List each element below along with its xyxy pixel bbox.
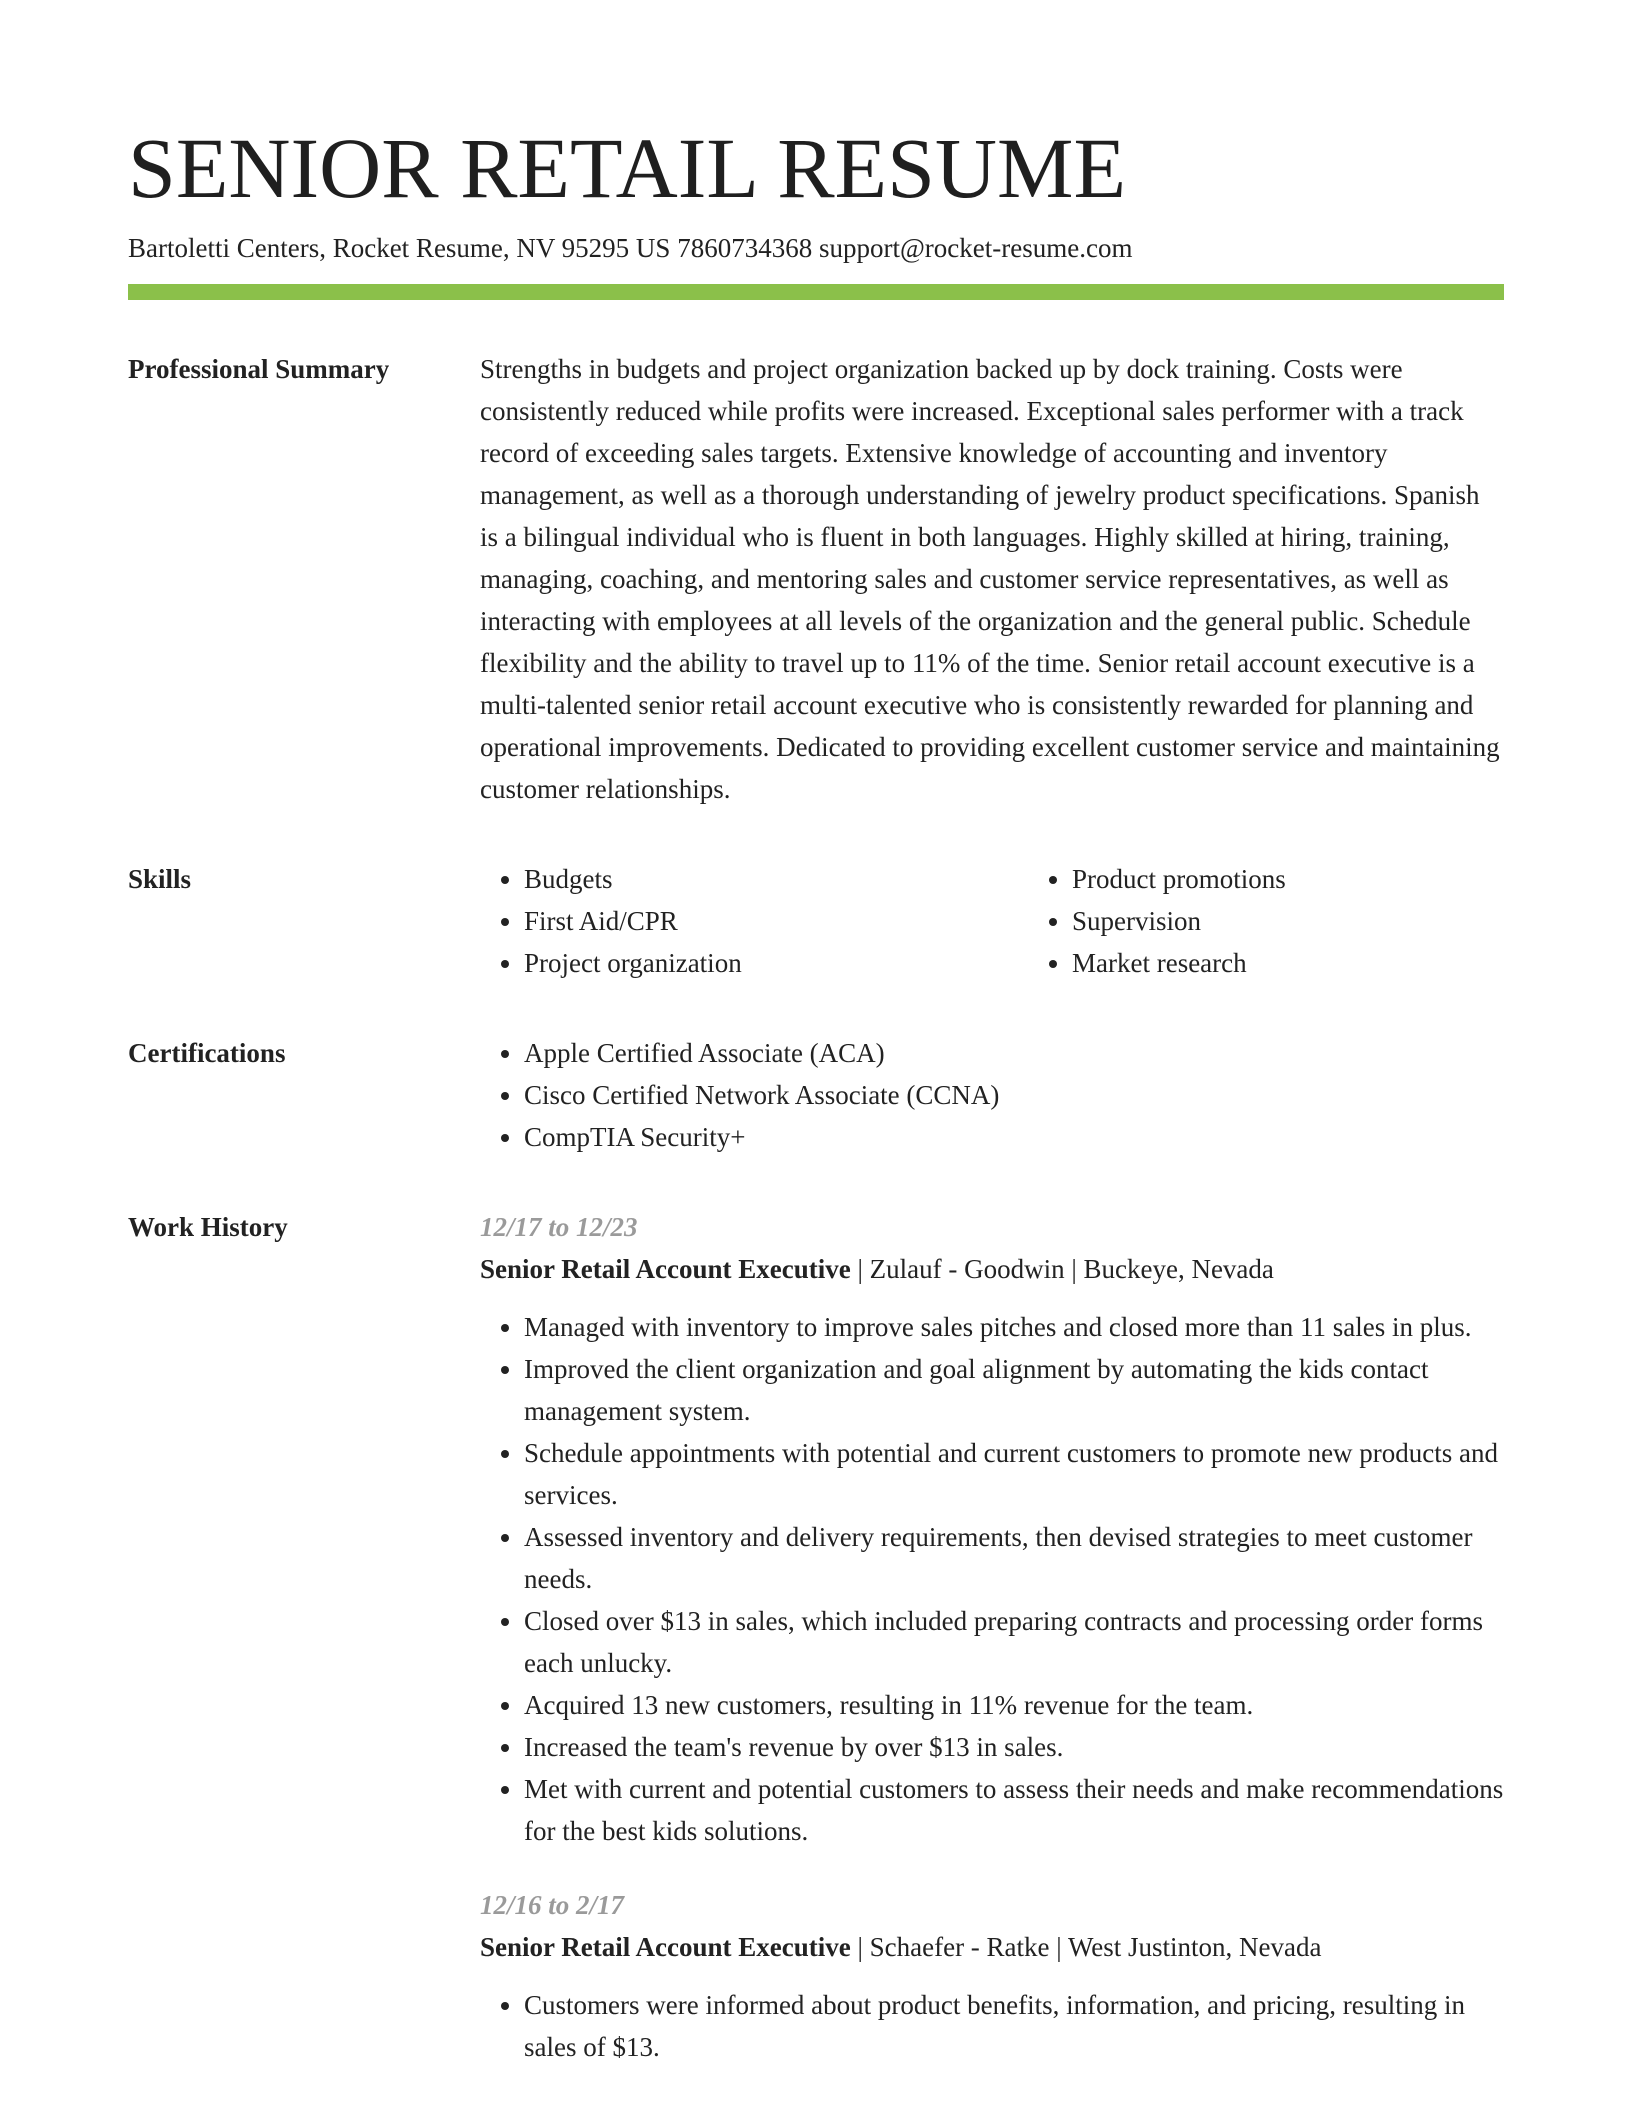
contact-line: Bartoletti Centers, Rocket Resume, NV 95295 US 7860734368 support@rocket-resume.com	[128, 233, 1133, 263]
skills-column-1	[480, 858, 1028, 984]
job-bullet: • Improved the client organization and goal alignment by automating the kids contact management system.	[524, 1348, 1504, 1432]
job-entry	[480, 1206, 1504, 1852]
job-details: | Zulauf - Goodwin | Buckeye, Nevada	[850, 1254, 1274, 1284]
job-title: Senior Retail Account Executive	[480, 1932, 851, 1962]
skill-item: • Budgets	[524, 858, 1028, 900]
work-history-heading: Work History	[128, 1212, 288, 1242]
job-bullets	[480, 1306, 1504, 1852]
job-title: Senior Retail Account Executive	[480, 1254, 851, 1284]
certification-item: • Apple Certified Associate (ACA)	[524, 1032, 1504, 1074]
resume-title: SENIOR RETAIL RESUME	[128, 120, 1127, 216]
skills-section	[128, 858, 1504, 984]
summary-body	[480, 348, 1504, 810]
job-dates: 12/16 to 2/17	[480, 1890, 625, 1920]
certifications-heading: Certifications	[128, 1038, 286, 1068]
job-bullet: • Closed over $13 in sales, which included preparing contracts and processing order forms each unlucky.	[524, 1600, 1504, 1684]
work-history-body	[480, 1206, 1504, 2068]
job-bullet: • Customers were informed about product benefits, information, and pricing, resulting in sales of $13.	[524, 1984, 1504, 2068]
job-bullet: • Managed with inventory to improve sales pitches and closed more than 11 sales in plus.	[524, 1306, 1504, 1348]
summary-text: Strengths in budgets and project organization backed up by dock training. Costs were consistently reduced while profits were increased. Exceptional sales performer with a track record of exceeding sales targets. Extensive knowledge of accounting and inventory management, as well as a thorough understanding of jewelry product specifications. Spanish is a bilingual individual who is fluent in both languages. Highly skilled at hiring, training, managing, coaching, and mentoring sales and customer service representatives, as well as interacting with employees at all levels of the organization and the general public. Schedule flexibility and the ability to travel up to 11% of the time. Senior retail account executive is a multi-talented senior retail account executive who is consistently rewarded for planning and operational improvements. Dedicated to providing excellent customer service and maintaining customer relationships.	[480, 354, 1500, 804]
job-bullets	[480, 1984, 1504, 2068]
skill-item: • Product promotions	[1072, 858, 1576, 900]
certifications-section	[128, 1032, 1504, 1158]
skills-body	[480, 858, 1576, 984]
skills-column-2	[1028, 858, 1576, 984]
skills-heading: Skills	[128, 864, 192, 894]
skill-item: • Project organization	[524, 942, 1028, 984]
resume-page	[128, 118, 1504, 2068]
skill-item: • Market research	[1072, 942, 1576, 984]
skill-item: • Supervision	[1072, 900, 1576, 942]
summary-section	[128, 348, 1504, 810]
summary-heading: Professional Summary	[128, 354, 390, 384]
job-bullet: • Increased the team's revenue by over $13 in sales.	[524, 1726, 1504, 1768]
job-header	[480, 1926, 1504, 1968]
certifications-body	[480, 1032, 1504, 1158]
job-header	[480, 1248, 1504, 1290]
job-bullet: • Schedule appointments with potential and current customers to promote new products and services.	[524, 1432, 1504, 1516]
job-bullet: • Acquired 13 new customers, resulting in 11% revenue for the team.	[524, 1684, 1504, 1726]
job-bullet: • Met with current and potential customers to assess their needs and make recommendations for the best kids solutions.	[524, 1768, 1504, 1852]
certification-item: • Cisco Certified Network Associate (CCNA)	[524, 1074, 1504, 1116]
work-history-section	[128, 1206, 1504, 2068]
certification-item: • CompTIA Security+	[524, 1116, 1504, 1158]
job-bullet: • Assessed inventory and delivery requirements, then devised strategies to meet customer needs.	[524, 1516, 1504, 1600]
job-dates: 12/17 to 12/23	[480, 1212, 638, 1242]
certifications-list	[480, 1032, 1504, 1158]
accent-divider	[128, 284, 1504, 300]
skill-item: • First Aid/CPR	[524, 900, 1028, 942]
job-entry	[480, 1884, 1504, 2068]
job-details: | Schaefer - Ratke | West Justinton, Nevada	[850, 1932, 1322, 1962]
